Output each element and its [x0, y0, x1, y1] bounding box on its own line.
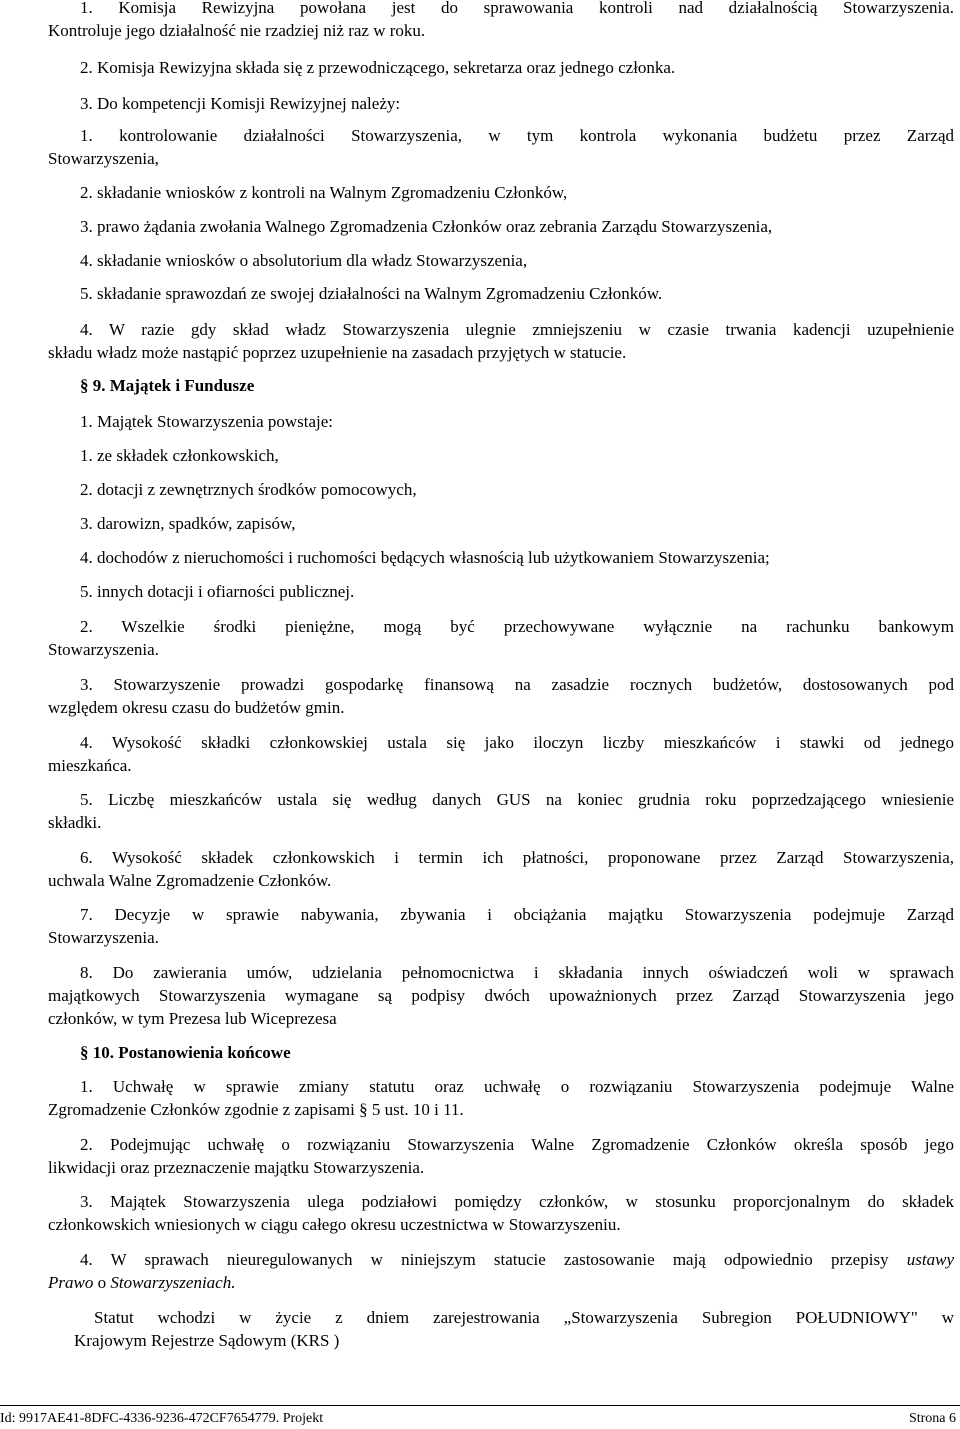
paragraph-text: 3. Majątek Stowarzyszenia ulega podziałowi pomiędzy członków, w stosunku proporcjonalnym do składek	[80, 1192, 954, 1211]
list-item	[48, 181, 954, 204]
paragraph-text: Statut wchodzi w życie z dniem zarejestrowania „Stowarzyszenia Subregion POŁUDNIOWY" w	[94, 1308, 954, 1327]
paragraph-text: 5. Liczbę mieszkańców ustala się według danych GUS na koniec grudnia roku poprzedzającego wniesienie	[80, 790, 954, 809]
paragraph-text: 1. Uchwałę w sprawie zmiany statutu oraz uchwałę o rozwiązaniu Stowarzyszenia podejmuje Walne	[80, 1077, 954, 1096]
paragraph-cont	[48, 926, 954, 949]
paragraph-text: 4. W sprawach nieuregulowanych w niniejszym statucie zastosowanie mają odpowiednio przepisy	[80, 1250, 889, 1269]
list-item-text: Stowarzyszenia,	[48, 149, 159, 168]
list-item-text: 1. kontrolowanie działalności Stowarzyszenia, w tym kontrola wykonania budżetu przez Zarząd	[80, 126, 954, 145]
paragraph-text: składu władz może nastąpić poprzez uzupełnienie na zasadach przyjętych w statucie.	[48, 343, 627, 362]
paragraph-text: 6. Wysokość składek członkowskich i termin ich płatności, proponowane przez Zarząd Stowarzyszenia,	[80, 848, 954, 867]
list-item	[48, 249, 954, 272]
paragraph	[48, 903, 954, 926]
section-heading: § 9. Majątek i Fundusze	[80, 376, 255, 395]
paragraph	[48, 1133, 954, 1156]
paragraph-text: majątkowych Stowarzyszenia wymagane są podpisy dwóch upoważnionych przez Zarząd Stowarzyszenia jego	[48, 986, 954, 1005]
list-item-text: 4. dochodów z nieruchomości i ruchomości będących własnością lub użytkowaniem Stowarzyszenia;	[80, 548, 770, 567]
paragraph-text: mieszkańca.	[48, 756, 132, 775]
paragraph	[48, 615, 954, 638]
paragraph-cont	[48, 638, 954, 661]
list-item	[48, 512, 954, 535]
paragraph-cont	[48, 1156, 954, 1179]
paragraph-text: 8. Do zawierania umów, udzielania pełnomocnictwa i składania innych oświadczeń woli w sprawach	[80, 963, 954, 982]
paragraph-cont	[48, 1098, 954, 1121]
paragraph-text: względem okresu czasu do budżetów gmin.	[48, 698, 345, 717]
paragraph	[48, 1248, 954, 1271]
paragraph-text: 4. Wysokość składki członkowskiej ustala się jako iloczyn liczby mieszkańców i stawki od jednego	[80, 733, 954, 752]
paragraph-cont	[48, 869, 954, 892]
paragraph-text: likwidacji oraz przeznaczenie majątku Stowarzyszenia.	[48, 1158, 425, 1177]
paragraph-1-cont	[48, 19, 954, 42]
paragraph-text: członkowskich wniesionych w ciągu całego okresu uczestnictwa w Stowarzyszeniu.	[48, 1215, 621, 1234]
list-item	[48, 444, 954, 467]
paragraph	[48, 846, 954, 869]
footer-divider	[0, 1405, 960, 1406]
footer-page-number: Strona 6	[908, 1411, 956, 1426]
paragraph	[48, 1075, 954, 1098]
paragraph	[48, 731, 954, 754]
paragraph-italic-text: Stowarzyszeniach.	[110, 1273, 236, 1292]
paragraph-cont	[48, 984, 954, 1007]
paragraph-text: Stowarzyszenia.	[48, 640, 159, 659]
list-item	[48, 124, 954, 147]
footer-document-id: Id: 9917AE41-8DFC-4336-9236-472CF7654779. Projekt	[0, 1411, 324, 1426]
paragraph-text: Stowarzyszenia.	[48, 928, 159, 947]
paragraph-text: uchwala Walne Zgromadzenie Członków.	[48, 871, 332, 890]
paragraph-text: Krajowym Rejestrze Sądowym (KRS )	[74, 1331, 340, 1350]
paragraph-text: Zgromadzenie Członków zgodnie z zapisami § 5 ust. 10 i 11.	[48, 1100, 464, 1119]
list-item-text: 3. darowizn, spadków, zapisów,	[80, 514, 296, 533]
paragraph-cont	[48, 1271, 954, 1294]
paragraph	[48, 961, 954, 984]
paragraph-cont	[48, 1213, 954, 1236]
paragraph-text: składki.	[48, 813, 102, 832]
paragraph-italic-text: ustawy	[906, 1250, 954, 1269]
paragraph-text: 1. Komisja Rewizyjna powołana jest do sprawowania kontroli nad działalnością Stowarzyszenia.	[80, 0, 954, 17]
paragraph-3	[48, 92, 954, 115]
list-item	[48, 478, 954, 501]
paragraph-4-cont	[48, 341, 954, 364]
paragraph	[48, 673, 954, 696]
paragraph-text: 2. Wszelkie środki pieniężne, mogą być przechowywane wyłącznie na rachunku bankowym	[80, 617, 954, 636]
paragraph-text: Kontroluje jego działalność nie rzadziej niż raz w roku.	[48, 21, 426, 40]
paragraph-text: 2. Komisja Rewizyjna składa się z przewodniczącego, sekretarza oraz jednego członka.	[80, 58, 676, 77]
paragraph-1	[48, 0, 954, 19]
paragraph-2	[48, 56, 954, 79]
list-item	[48, 282, 954, 305]
paragraph-cont	[48, 696, 954, 719]
list-item-text: 4. składanie wniosków o absolutorium dla władz Stowarzyszenia,	[80, 251, 528, 270]
paragraph-cont	[48, 1007, 954, 1030]
paragraph-text: 4. W razie gdy skład władz Stowarzyszenia ulegnie zmniejszeniu w czasie trwania kadencji uzupełnienie	[80, 320, 954, 339]
paragraph-cont	[48, 811, 954, 834]
paragraph-text: 3. Stowarzyszenie prowadzi gospodarkę finansową na zasadzie rocznych budżetów, dostosowanych pod	[80, 675, 954, 694]
paragraph-text: członków, w tym Prezesa lub Wiceprezesa	[48, 1009, 337, 1028]
paragraph-italic-text: Prawo	[48, 1273, 94, 1292]
paragraph-text: 2. Podejmując uchwałę o rozwiązaniu Stowarzyszenia Walne Zgromadzenie Członków określa sposób jego	[80, 1135, 954, 1154]
paragraph-text: 3. Do kompetencji Komisji Rewizyjnej należy:	[80, 94, 401, 113]
paragraph-text: o	[97, 1273, 107, 1292]
list-item	[48, 546, 954, 569]
paragraph-text: 1. Majątek Stowarzyszenia powstaje:	[80, 412, 334, 431]
paragraph-text: 7. Decyzje w sprawie nabywania, zbywania i obciążania majątku Stowarzyszenia podejmuje Zarząd	[80, 905, 954, 924]
list-item-text: 2. dotacji z zewnętrznych środków pomocowych,	[80, 480, 417, 499]
list-item-text: 5. innych dotacji i ofiarności publicznej.	[80, 582, 355, 601]
section-heading: § 10. Postanowienia końcowe	[80, 1043, 291, 1062]
statute-closing	[94, 1306, 954, 1329]
paragraph	[48, 1190, 954, 1213]
list-item-text: 3. prawo żądania zwołania Walnego Zgromadzenia Członków oraz zebrania Zarządu Stowarzyszenia,	[80, 217, 773, 236]
paragraph	[48, 410, 954, 433]
list-item-text: 1. ze składek członkowskich,	[80, 446, 279, 465]
paragraph	[48, 788, 954, 811]
list-item-cont	[48, 147, 954, 170]
statute-closing-cont	[74, 1329, 954, 1352]
paragraph-cont	[48, 754, 954, 777]
list-item-text: 5. składanie sprawozdań ze swojej działalności na Walnym Zgromadzeniu Członków.	[80, 284, 663, 303]
list-item	[48, 215, 954, 238]
list-item	[48, 580, 954, 603]
list-item-text: 2. składanie wniosków z kontroli na Walnym Zgromadzeniu Członków,	[80, 183, 568, 202]
paragraph-4	[48, 318, 954, 341]
